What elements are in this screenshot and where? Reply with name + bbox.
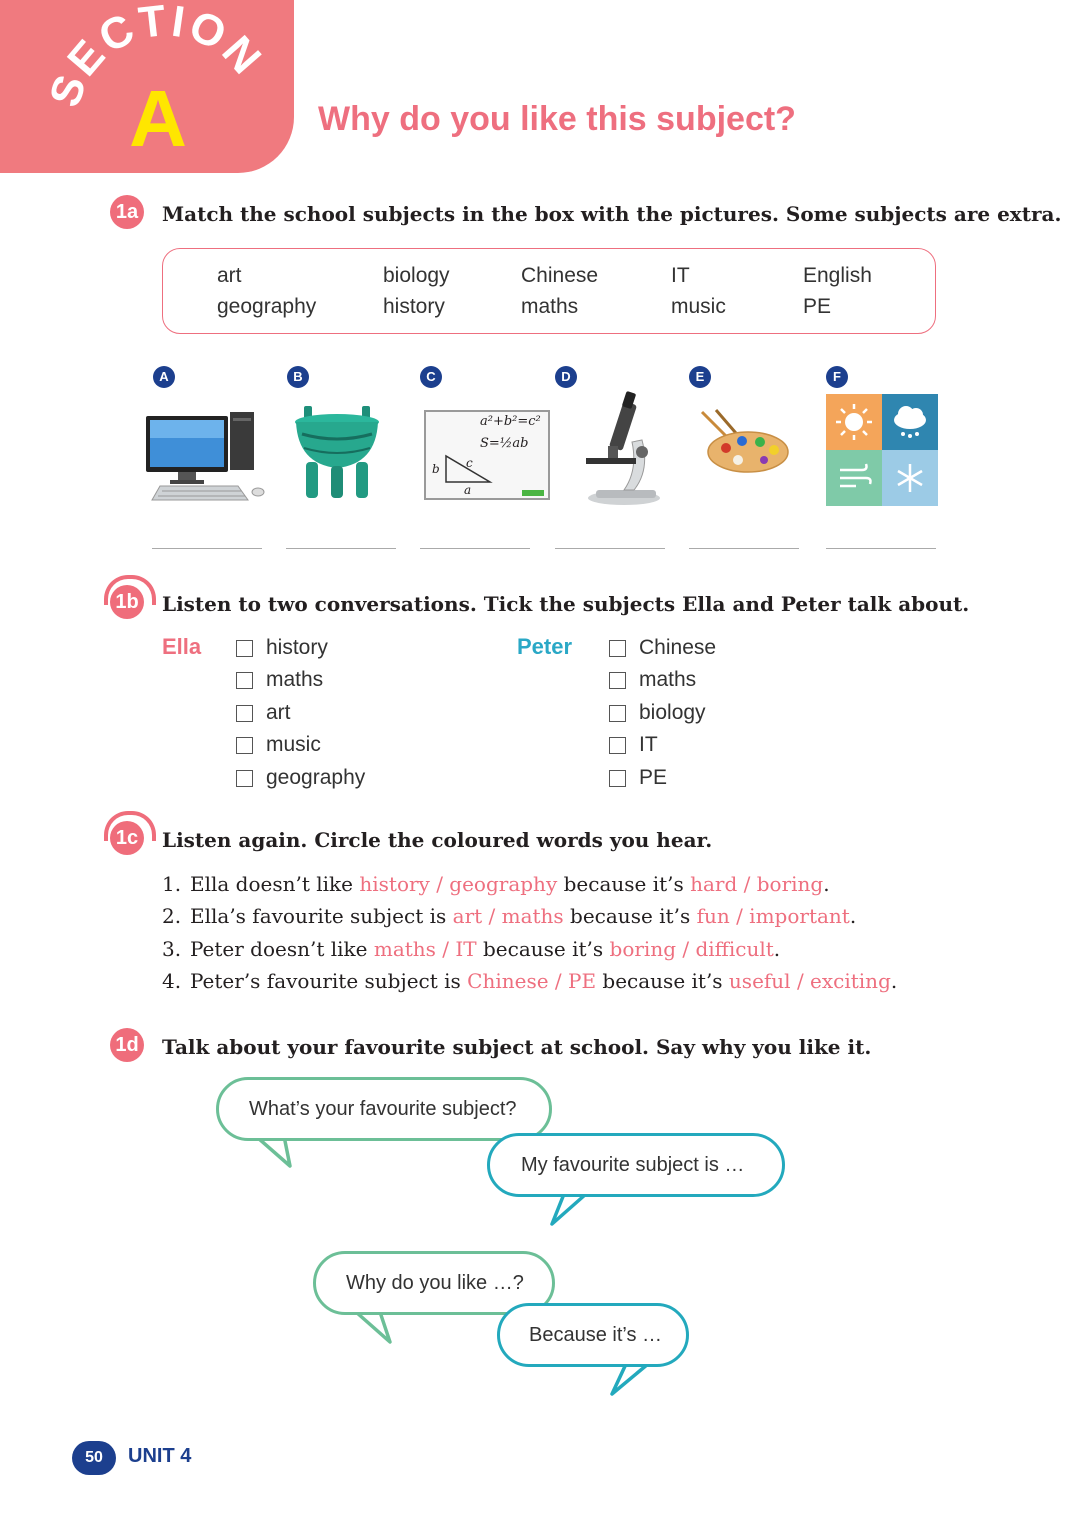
page-number: 50 bbox=[72, 1441, 116, 1475]
instruction-1b: Listen to two conversations. Tick the subjects Ella and Peter talk about. bbox=[162, 592, 970, 616]
word-item: PE bbox=[803, 295, 832, 318]
sentence-text: because it’s bbox=[476, 937, 610, 961]
sentence-end: . bbox=[849, 904, 857, 928]
word-item: biology bbox=[383, 264, 450, 287]
section-letter: A bbox=[129, 74, 187, 163]
choice-option[interactable]: history / geography bbox=[359, 872, 558, 896]
word-item: music bbox=[671, 295, 726, 318]
bubble-text: What’s your favourite subject? bbox=[249, 1097, 517, 1120]
ella-label: Ella bbox=[162, 634, 202, 659]
unit-label: UNIT 4 bbox=[128, 1445, 192, 1467]
sentence-number: 3. bbox=[162, 937, 182, 961]
section-word: SECTION bbox=[40, 0, 273, 113]
side-a-label: a bbox=[464, 483, 472, 497]
speech-bubble-answer-1 bbox=[487, 1133, 785, 1197]
ella-item: geography bbox=[266, 766, 366, 789]
page-title: Why do you like this subject? bbox=[318, 100, 796, 138]
side-b-label: b bbox=[432, 462, 440, 476]
word-item: IT bbox=[671, 264, 690, 287]
side-c-label: c bbox=[466, 456, 473, 470]
sentence-end: . bbox=[823, 872, 830, 896]
speech-bubble-question-1 bbox=[216, 1077, 552, 1141]
sentence-number: 2. bbox=[162, 904, 182, 928]
sentence-text: Peter doesn’t like bbox=[190, 937, 374, 961]
sentence-text: because it’s bbox=[596, 969, 729, 993]
word-item: Chinese bbox=[521, 264, 599, 287]
word-item: geography bbox=[217, 295, 317, 318]
sentence-text: because it’s bbox=[557, 872, 691, 896]
exercise-badge-1c: 1c bbox=[110, 821, 144, 855]
bubble-text: Why do you like …? bbox=[346, 1271, 524, 1294]
formula-area: S=½ab bbox=[480, 436, 529, 451]
choice-option[interactable]: fun / important bbox=[696, 904, 850, 928]
word-item: English bbox=[803, 264, 872, 287]
choice-option[interactable]: hard / boring bbox=[690, 872, 824, 896]
sentence-text: because it’s bbox=[563, 904, 697, 928]
word-item: history bbox=[383, 295, 445, 318]
choice-option[interactable]: Chinese / PE bbox=[467, 969, 597, 993]
peter-item: PE bbox=[639, 766, 668, 789]
instruction-1a: Match the school subjects in the box with the pictures. Some subjects are extra. bbox=[162, 202, 1062, 226]
bubble-text: Because it’s … bbox=[529, 1323, 663, 1346]
sentence-text: Ella’s favourite subject is bbox=[190, 904, 453, 928]
instruction-1c: Listen again. Circle the coloured words you hear. bbox=[162, 828, 713, 852]
sentence-number: 1. bbox=[162, 872, 182, 896]
peter-label: Peter bbox=[517, 634, 573, 659]
picture-label-e: E bbox=[689, 366, 711, 388]
exercise-badge-1a: 1a bbox=[110, 195, 144, 229]
choice-option[interactable]: useful / exciting bbox=[728, 969, 891, 993]
ella-item: music bbox=[266, 733, 321, 756]
ella-item: history bbox=[266, 636, 328, 659]
picture-label-b: B bbox=[287, 366, 309, 388]
picture-label-a: A bbox=[153, 366, 175, 388]
picture-label-f: F bbox=[826, 366, 848, 388]
peter-item: biology bbox=[639, 701, 706, 724]
picture-label-d: D bbox=[555, 366, 577, 388]
ella-item: art bbox=[266, 701, 291, 724]
exercise-badge-1d: 1d bbox=[110, 1028, 144, 1062]
word-item: art bbox=[217, 264, 242, 287]
bubble-text: My favourite subject is … bbox=[521, 1153, 745, 1176]
peter-item: Chinese bbox=[639, 636, 717, 659]
ella-item: maths bbox=[266, 668, 324, 691]
choice-option[interactable]: art / maths bbox=[452, 904, 564, 928]
sentence-text: Ella doesn’t like bbox=[190, 872, 360, 896]
sentence-text: Peter’s favourite subject is bbox=[190, 969, 468, 993]
sentence-end: . bbox=[890, 969, 898, 993]
peter-item: maths bbox=[639, 668, 697, 691]
word-item: maths bbox=[521, 295, 579, 318]
formula-pythagoras: a²+b²=c² bbox=[480, 414, 541, 429]
peter-item: IT bbox=[639, 733, 658, 756]
sentence-number: 4. bbox=[162, 969, 182, 993]
sentence-end: . bbox=[773, 937, 781, 961]
speech-bubble-answer-2 bbox=[497, 1303, 689, 1367]
choice-option[interactable]: maths / IT bbox=[373, 937, 477, 961]
exercise-badge-1b: 1b bbox=[110, 585, 144, 619]
instruction-1d: Talk about your favourite subject at school. Say why you like it. bbox=[162, 1035, 872, 1059]
picture-label-c: C bbox=[420, 366, 442, 388]
choice-option[interactable]: boring / difficult bbox=[609, 937, 774, 961]
